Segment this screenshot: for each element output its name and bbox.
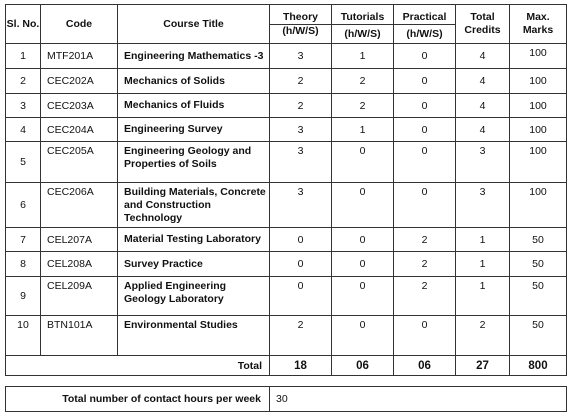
cell-theory: 3 xyxy=(270,183,332,228)
cell-tutorials: 1 xyxy=(332,44,394,69)
cell-theory: 3 xyxy=(270,44,332,69)
cell-code: CEC204A xyxy=(41,118,118,142)
cell-credits: 1 xyxy=(456,277,510,316)
cell-marks: 100 xyxy=(510,69,567,94)
total-marks: 800 xyxy=(510,356,567,376)
cell-code: CEC205A xyxy=(41,142,118,183)
cell-sl: 3 xyxy=(6,94,41,118)
cell-practical: 0 xyxy=(394,94,456,118)
cell-sl: 8 xyxy=(6,252,41,277)
cell-practical: 0 xyxy=(394,183,456,228)
cell-sl: 10 xyxy=(6,316,41,356)
cell-credits: 4 xyxy=(456,118,510,142)
cell-practical: 0 xyxy=(394,142,456,183)
totals-row xyxy=(6,356,567,376)
header-tutorials: Tutorials xyxy=(332,5,394,25)
cell-code: CEL209A xyxy=(41,277,118,316)
cell-title: Mechanics of Solids xyxy=(118,69,270,94)
cell-theory: 3 xyxy=(270,118,332,142)
header-code: Code xyxy=(41,5,118,44)
cell-credits: 1 xyxy=(456,228,510,252)
header-practical-unit: (h/W/S) xyxy=(394,25,456,44)
header-tutorials-unit: (h/W/S) xyxy=(332,25,394,44)
cell-title: Engineering Geology and Properties of Soils xyxy=(118,142,270,183)
cell-marks: 100 xyxy=(510,44,567,69)
cell-credits: 3 xyxy=(456,142,510,183)
cell-sl: 5 xyxy=(6,142,41,183)
header-total-credits: Total Credits xyxy=(456,5,510,44)
cell-title: Building Materials, Concrete and Construction Technology xyxy=(118,183,270,228)
table-row xyxy=(6,142,567,183)
cell-marks: 100 xyxy=(510,94,567,118)
cell-sl: 2 xyxy=(6,69,41,94)
cell-tutorials: 0 xyxy=(332,252,394,277)
table-row xyxy=(6,183,567,228)
cell-theory: 2 xyxy=(270,316,332,356)
cell-sl: 9 xyxy=(6,277,41,316)
cell-theory: 0 xyxy=(270,277,332,316)
cell-practical: 2 xyxy=(394,252,456,277)
cell-tutorials: 2 xyxy=(332,69,394,94)
cell-practical: 0 xyxy=(394,44,456,69)
table-row xyxy=(6,277,567,316)
cell-tutorials: 0 xyxy=(332,228,394,252)
cell-title: Mechanics of Fluids xyxy=(118,94,270,118)
cell-title: Engineering Mathematics -3 xyxy=(118,44,270,69)
total-theory: 18 xyxy=(270,356,332,376)
table-row xyxy=(6,44,567,69)
cell-practical: 0 xyxy=(394,316,456,356)
cell-marks: 50 xyxy=(510,228,567,252)
table-row xyxy=(6,316,567,356)
cell-tutorials: 2 xyxy=(332,94,394,118)
cell-tutorials: 0 xyxy=(332,316,394,356)
header-sl-no: Sl. No. xyxy=(6,5,41,44)
cell-code: CEC203A xyxy=(41,94,118,118)
cell-marks: 50 xyxy=(510,316,567,356)
cell-theory: 3 xyxy=(270,142,332,183)
cell-credits: 4 xyxy=(456,94,510,118)
cell-sl: 1 xyxy=(6,44,41,69)
cell-code: CEC202A xyxy=(41,69,118,94)
table-row xyxy=(6,118,567,142)
contact-hours-label: Total number of contact hours per week xyxy=(6,387,270,412)
cell-credits: 2 xyxy=(456,316,510,356)
contact-hours-value: 30 xyxy=(270,387,567,412)
cell-tutorials: 0 xyxy=(332,183,394,228)
cell-title: Engineering Survey xyxy=(118,118,270,142)
totals-label: Total xyxy=(6,356,270,376)
header-max-marks: Max. Marks xyxy=(510,5,567,44)
header-practical: Practical xyxy=(394,5,456,25)
cell-marks: 50 xyxy=(510,277,567,316)
cell-marks: 100 xyxy=(510,142,567,183)
contact-hours-table xyxy=(5,386,567,412)
cell-tutorials: 0 xyxy=(332,142,394,183)
cell-practical: 0 xyxy=(394,118,456,142)
cell-title: Survey Practice xyxy=(118,252,270,277)
cell-credits: 4 xyxy=(456,44,510,69)
header-theory: Theory xyxy=(270,5,332,25)
cell-marks: 100 xyxy=(510,118,567,142)
table-row xyxy=(6,252,567,277)
cell-title: Material Testing Laboratory xyxy=(118,228,270,252)
total-credits: 27 xyxy=(456,356,510,376)
cell-code: CEC206A xyxy=(41,183,118,228)
course-table xyxy=(5,4,567,376)
cell-code: CEL207A xyxy=(41,228,118,252)
total-tutorials: 06 xyxy=(332,356,394,376)
cell-credits: 1 xyxy=(456,252,510,277)
cell-sl: 6 xyxy=(6,183,41,228)
cell-marks: 50 xyxy=(510,252,567,277)
cell-sl: 7 xyxy=(6,228,41,252)
cell-code: CEL208A xyxy=(41,252,118,277)
cell-credits: 4 xyxy=(456,69,510,94)
cell-theory: 2 xyxy=(270,69,332,94)
cell-practical: 2 xyxy=(394,228,456,252)
cell-practical: 0 xyxy=(394,69,456,94)
cell-marks: 100 xyxy=(510,183,567,228)
cell-title: Environmental Studies xyxy=(118,316,270,356)
cell-theory: 0 xyxy=(270,252,332,277)
cell-tutorials: 1 xyxy=(332,118,394,142)
total-practical: 06 xyxy=(394,356,456,376)
cell-title: Applied Engineering Geology Laboratory xyxy=(118,277,270,316)
header-course-title: Course Title xyxy=(118,5,270,44)
cell-practical: 2 xyxy=(394,277,456,316)
cell-tutorials: 0 xyxy=(332,277,394,316)
table-row xyxy=(6,69,567,94)
cell-code: MTF201A xyxy=(41,44,118,69)
header-theory-unit: (h/W/S) xyxy=(270,25,332,44)
table-row xyxy=(6,228,567,252)
cell-theory: 0 xyxy=(270,228,332,252)
cell-credits: 3 xyxy=(456,183,510,228)
cell-code: BTN101A xyxy=(41,316,118,356)
cell-sl: 4 xyxy=(6,118,41,142)
cell-theory: 2 xyxy=(270,94,332,118)
table-row xyxy=(6,94,567,118)
